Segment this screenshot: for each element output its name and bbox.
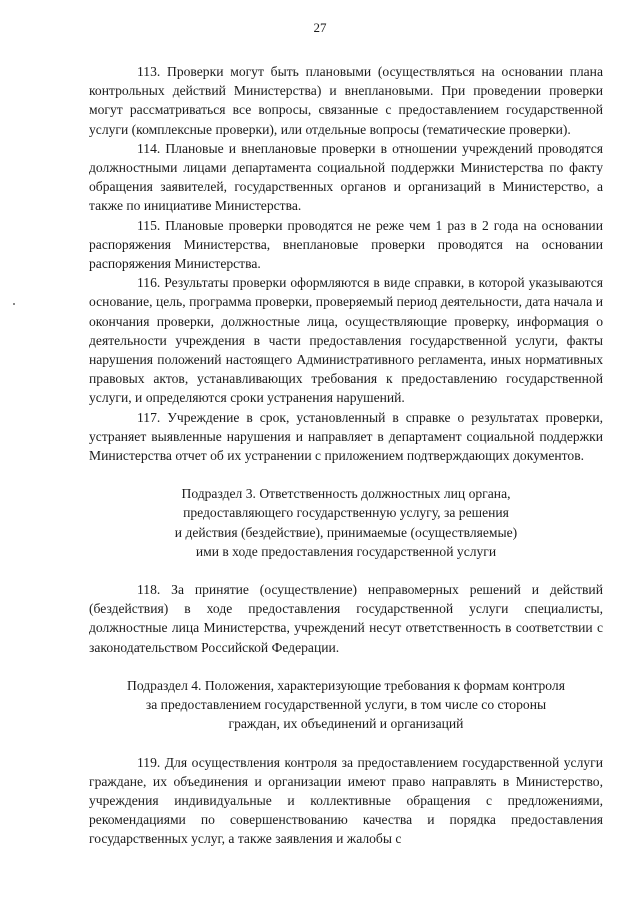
paragraph-118: 118. За принятие (осуществление) неправомерных решений и действий (бездействия) в ходе предоставления государственной услуги специалисты, должностные лица Министерства, учреждений несут ответственность в соответствии с законодательством Российской Федерации. bbox=[89, 582, 603, 655]
spacer bbox=[89, 561, 603, 580]
subsection-4-line: граждан, их объединений и организаций bbox=[228, 716, 464, 732]
document-body bbox=[89, 62, 603, 849]
spacer bbox=[89, 465, 603, 484]
subsection-3-line: ими в ходе предоставления государственной услуги bbox=[195, 543, 497, 559]
subsection-4-line: Подраздел 4. Положения, характеризующие требования к формам контроля bbox=[127, 677, 565, 693]
page-number: 27 bbox=[313, 20, 327, 35]
spacer bbox=[89, 657, 603, 676]
subsection-3-line: и действия (бездействие), принимаемые (осуществляемые) bbox=[174, 524, 518, 540]
paragraph-115: 115. Плановые проверки проводятся не реже чем 1 раз в 2 года на основании распоряжения Министерства, внеплановые проверки проводятся на основании распоряжения Министерства. bbox=[89, 217, 603, 272]
subsection-4-line: за предоставлением государственной услуги, в том числе со стороны bbox=[145, 697, 547, 713]
paragraph-116: 116. Результаты проверки оформляются в виде справки, в которой указываются основание, цель, программа проверки, проверяемый период деятельности, дата начала и окончания проверки, должностные лица, осуществляющие проверку, информация о деятельности учреждения в части предоставления государственной услуги, факты нарушения положений настоящего Административного регламента, иных нормативных правовых актов, устанавливающих требования к предоставлению государственной услуги, и определяются сроки устранения нарушений. bbox=[89, 275, 603, 406]
paragraph-119: 119. Для осуществления контроля за предоставлением государственной услуги граждане, их объединения и организации имеют право направлять в Министерство, учреждения индивидуальные и коллективные обращения с предложениями, рекомендациями по совершенствованию качества и порядка предоставления государственных услуг, а также заявления и жалобы с bbox=[89, 754, 603, 847]
spacer bbox=[89, 734, 603, 753]
paragraph-117: 117. Учреждение в срок, установленный в справке о результатах проверки, устраняет выявленные нарушения и направляет в департамент социальной поддержки Министерства отчет об их устранении с приложением подтверждающих документов. bbox=[89, 409, 603, 464]
subsection-3-line: Подраздел 3. Ответственность должностных лиц органа, bbox=[181, 486, 511, 502]
paragraph-114: 114. Плановые и внеплановые проверки в отношении учреждений проводятся должностными лицами департамента социальной поддержки Министерства по факту обращения заявителей, государственных органов и организаций в Министерство, а также по инициативе Министерства. bbox=[89, 140, 603, 214]
paragraph-113: 113. Проверки могут быть плановыми (осуществляться на основании плана контрольных действий Министерства) и внеплановыми. При проведении проверки могут рассматриваться все вопросы, связанные с предоставлением государственной услуги (комплексные проверки), или отдельные вопросы (тематические проверки). bbox=[89, 64, 603, 137]
subsection-4-heading bbox=[89, 676, 603, 734]
subsection-3-heading bbox=[89, 484, 603, 561]
subsection-3-line: предоставляющего государственную услугу, за решения bbox=[183, 505, 509, 521]
scan-artifact-dot bbox=[13, 303, 15, 305]
